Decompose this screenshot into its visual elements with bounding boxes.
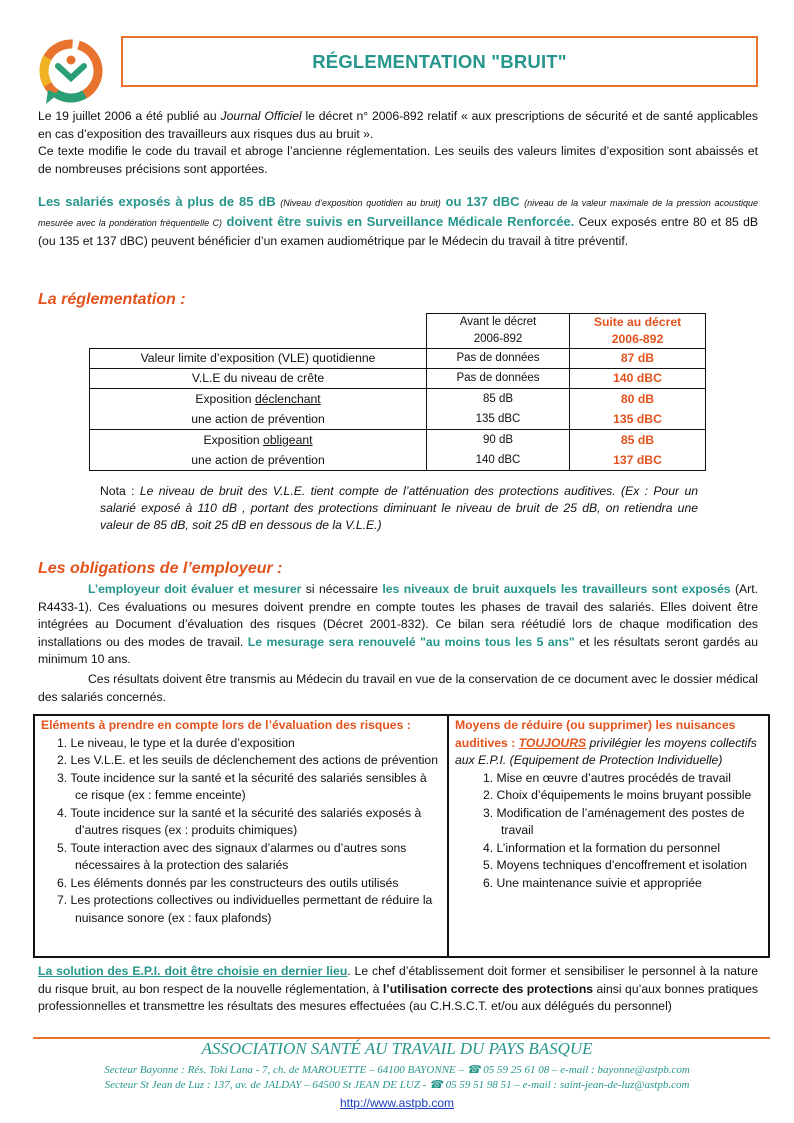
table-note: Nota : Le niveau de bruit des V.L.E. tient compte de l’atténuation des protections auditives. (Ex : Pour un salarié exposé à 110 dB , portant des protections diminuant le niveau de bruit de 25 dB, on retiendra une valeur de 85 dB, soit 25 dB en dessous de la V.L.E.) — [100, 484, 699, 532]
footer-address-bayonne: Secteur Bayonne : Rés. Toki Lana - 7, ch. de MAROUETTE – 64100 BAYONNE – ☎ 05 59 25 61 08 – e-mail : bayonne@astpb.com — [104, 1064, 690, 1076]
footer-title: ASSOCIATION SANTÉ AU TRAVAIL DU PAYS BASQUE — [201, 1039, 593, 1058]
list-item: 5. Toute interaction avec des signaux d’alarmes ou d’autres sons nécessaires à la protection des salariés — [57, 840, 407, 872]
website-link[interactable]: http://www.astpb.com — [339, 1096, 455, 1110]
page-title: RÉGLEMENTATION "BRUIT" — [312, 50, 567, 72]
table-row: Valeur limite d’exposition (VLE) quotidienne Pas de données 87 dB — [90, 349, 706, 369]
reduction-means-title: Moyens de réduire (ou supprimer) les nuisances auditives : TOUJOURS privilégier les moyens collectifs aux E.P.I. (Equipement de Protection Individuelle) — [455, 718, 757, 767]
table-row: Exposition obligeant une action de prévention 90 dB 140 dBC 85 dB 137 dBC — [90, 430, 706, 471]
regulation-table — [89, 313, 706, 471]
header-before: Avant le décret 2006-892 — [427, 314, 570, 349]
list-item: 6. Les éléments donnés par les constructeurs des outils utilisés — [57, 875, 399, 890]
list-item: 2. Les V.L.E. et les seuils de déclenchement des actions de prévention — [57, 753, 438, 767]
list-item: 3. Toute incidence sur la santé et la sécurité des salariés sensibles à ce risque (ex : femme enceinte) — [57, 770, 427, 802]
list-item: 3. Modification de l’aménagement des postes de travail — [483, 805, 745, 837]
evaluation-elements-title: Eléments à prendre en compte lors de l’évaluation des risques : — [41, 718, 411, 732]
evaluation-elements-list — [41, 735, 441, 928]
list-item: 2. Choix d’équipements le moins bruyant possible — [483, 788, 752, 802]
intro-paragraph-2: Ce texte modifie le code du travail et abroge l’ancienne réglementation. Les seuils des valeurs limites d’exposition sont abaissés et de nombreuses précisions sont apportées. — [38, 144, 758, 176]
list-item: 1. Le niveau, le type et la durée d’exposition — [57, 735, 295, 750]
header-after: Suite au décret 2006-892 — [570, 314, 706, 349]
section-heading-obligations: Les obligations de l’employeur : — [38, 560, 283, 577]
title-box — [121, 36, 758, 87]
reduction-means-column — [449, 716, 768, 956]
table-row: V.L.E du niveau de crête Pas de données 140 dBC — [90, 369, 706, 389]
solution-paragraph: La solution des E.P.I. doit être choisie en dernier lieu. Le chef d’établissement doit former et sensibiliser le personnel à la nature du risque bruit, au bon respect de la nouvelle réglementation, à l’utilisation correcte des protections ainsi qu’aux bonnes pratiques professionnelles et transmettre les résultats des mesures effectuées (au C.H.S.C.T. et/ou aux délégués du personnel) — [38, 964, 758, 1013]
journal-officiel: Journal Officiel — [220, 109, 302, 123]
evaluation-box — [33, 714, 770, 958]
evaluation-elements-column — [35, 716, 449, 956]
list-item: 1. Mise en œuvre d’autres procédés de travail — [483, 770, 731, 785]
list-item: 4. L’information et la formation du personnel — [483, 840, 721, 855]
exposure-paragraph: Les salariés exposés à plus de 85 dB (Niveau d’exposition quotidien au bruit) ou 137 dBC (niveau de la valeur maximale de la pression acoustique mesurée avec la pondération fréquentielle C) doivent être suivis en Surveillance Médicale Renforcée. Ceux exposés entre 80 et 85 dB (ou 135 et 137 dBC) peuvent bénéficier d’un examen audiométrique par le Médecin du travail à titre préventif. — [38, 194, 759, 248]
table-row: Exposition déclenchant une action de prévention 85 dB 135 dBC 80 dB 135 dBC — [90, 389, 706, 430]
list-item: 6. Une maintenance suivie et appropriée — [483, 875, 702, 890]
table-header-row — [90, 314, 706, 349]
astpb-logo — [38, 38, 104, 110]
list-item: 7. Les protections collectives ou individuelles permettant de réduire la nuisance sonore (ex : faux plafonds) — [57, 893, 433, 925]
obligations-paragraph: L’employeur doit évaluer et mesurer si nécessaire les niveaux de bruit auxquels les travailleurs sont exposés (Art. R4433-1). Ces évaluations ou mesures doivent prendre en compte toutes les phases de travail des salariés. Elles doivent être intégrées au Document d’évaluation des risques (Décret 2001-832). Ce bilan sera réétudié lors de chaque modification des installations ou des modes de travail. Le mesurage sera renouvelé "au moins tous les 5 ans" et les résultats seront gardés au minimum 10 ans. — [38, 582, 759, 666]
reduction-means-list — [455, 770, 762, 893]
footer-address-saint-jean: Secteur St Jean de Luz : 137, av. de JALDAY – 64500 St JEAN DE LUZ - ☎ 05 59 51 98 51 – e-mail : saint-jean-de-luz@astpb.com — [104, 1079, 690, 1091]
intro-paragraph: Le 19 juillet 2006 a été publié au Journal Officiel le décret n° 2006-892 relatif « aux prescriptions de sécurité et de santé applicables en cas d’exposition des travailleurs aux risques dus au bruit ». Ce texte modifie le code du travail et abroge l’ancienne réglementation. Les seuils des valeurs limites d’exposition sont abaissés et de nombreuses précisions sont apportées. — [38, 109, 758, 176]
section-heading-reglementation: La réglementation : — [38, 291, 186, 308]
list-item: 4. Toute incidence sur la santé et la sécurité des salariés exposés à d’autres risques (ex : produits chimiques) — [57, 805, 422, 837]
obligations-paragraph-2: Ces résultats doivent être transmis au Médecin du travail en vue de la conservation de ce document avec le dossier médical des salariés concernés. — [38, 672, 758, 704]
list-item: 5. Moyens techniques d’encoffrement et isolation — [483, 858, 747, 872]
